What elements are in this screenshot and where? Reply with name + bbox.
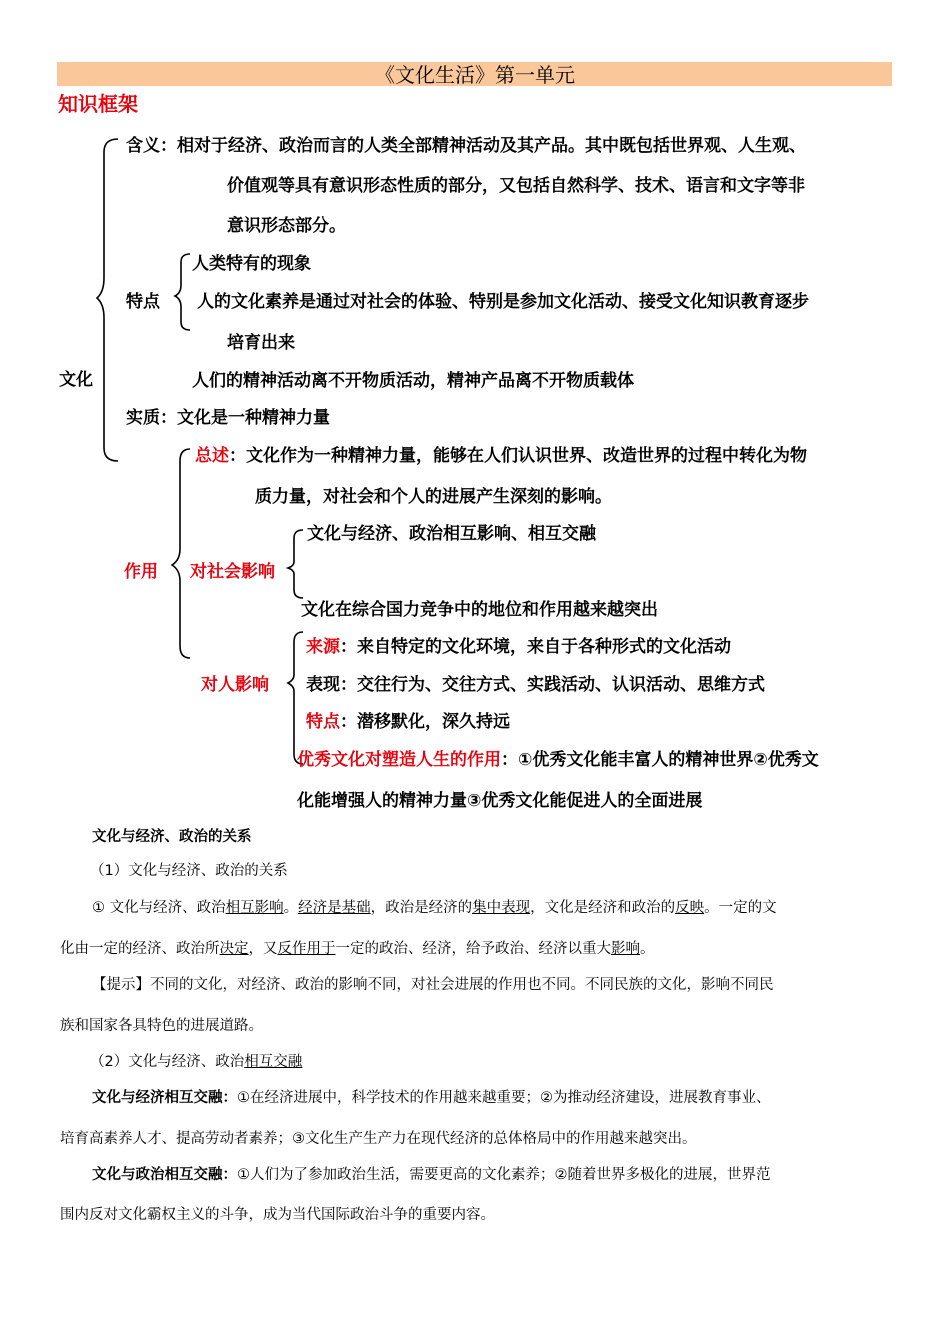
excellent-label: 优秀文化对塑造人生的作用	[297, 750, 501, 770]
trait-line: 特点：潜移默化，深久持远	[306, 712, 510, 732]
overview-line-2: 质力量，对社会和个人的进展产生深刻的影响。	[255, 487, 612, 507]
society-item-1: 文化与经济、政治相互影响、相互交融	[307, 524, 596, 544]
page-title: 《文化生活》第一单元	[375, 63, 575, 87]
meaning-line-3: 意识形态部分。	[227, 216, 346, 236]
relation-p1-line2: 化由一定的经济、政治所决定，又反作用于一定的政治、经济，给予政治、经济以重大影响。	[60, 941, 655, 957]
relation-sub2: （2）文化与经济、政治相互交融	[90, 1054, 303, 1070]
meaning-line-2: 价值观等具有意识形态性质的部分，又包括自然科学、技术、语言和文字等非	[227, 176, 805, 196]
person-label: 对人影响	[201, 675, 269, 695]
tip-label: 【提示】	[92, 977, 150, 993]
excellent-line-2: 化能增强人的精神力量③优秀文化能促进人的全面进展	[297, 791, 703, 811]
relation-p1-line1: ① 文化与经济、政治相互影响。经济是基础，政治是经济的集中表现，文化是经济和政治的反映。一定的文	[92, 900, 777, 916]
econ-line2: 培育高素养人才、提高劳动者素养；③文化生产生产力在现代经济的总体格局中的作用越来越突出。	[60, 1131, 697, 1147]
overview-label: 总述	[195, 446, 229, 466]
pol-label: 文化与政治相互交融：	[92, 1167, 237, 1183]
pol-line2: 围内反对文化霸权主义的斗争，成为当代国际政治斗争的重要内容。	[60, 1207, 495, 1223]
feature-item-2: 人的文化素养是通过对社会的体验、特别是参加文化活动、接受文化知识教育逐步	[197, 292, 809, 312]
feature-item-2-cont: 培育出来	[227, 333, 295, 353]
source-line: 来源：来自特定的文化环境，来自于各种形式的文化活动	[306, 637, 731, 657]
society-label: 对社会影响	[190, 562, 275, 582]
pol-line1: 文化与政治相互交融：①人们为了参加政治生活，需要更高的文化素养；②随着世界多极化的进展，世界范	[92, 1167, 771, 1183]
source-label: 来源	[306, 637, 340, 657]
relation-sub1: （1）文化与经济、政治的关系	[90, 863, 288, 879]
feature-item-3: 人们的精神活动离不开物质活动，精神产品离不开物质载体	[192, 371, 634, 391]
excellent-line-1: 优秀文化对塑造人生的作用：①优秀文化能丰富人的精神世界②优秀文	[297, 750, 819, 770]
econ-line1: 文化与经济相互交融：①在经济进展中，科学技术的作用越来越重要；②为推动经济建设，进展教育事业、	[92, 1090, 771, 1106]
society-item-2: 文化在综合国力竞争中的地位和作用越来越突出	[301, 600, 658, 620]
tip-line2: 族和国家各具特色的进展道路。	[60, 1018, 263, 1034]
overview-line-1: 总述：文化作为一种精神力量，能够在人们认识世界、改造世界的过程中转化为物	[195, 446, 807, 466]
root-label: 文化	[59, 370, 93, 390]
meaning-line-1: 含义：相对于经济、政治而言的人类全部精神活动及其产品。其中既包括世界观、人生观、	[126, 136, 806, 156]
tip-line1: 【提示】不同的文化，对经济、政治的影响不同，对社会进展的作用也不同。不同民族的文化，影响不同民	[92, 977, 774, 993]
section-label: 知识框架	[58, 92, 138, 116]
essence-line: 实质：文化是一种精神力量	[126, 408, 330, 428]
role-label: 作用	[124, 562, 158, 582]
manifest-line: 表现：交往行为、交往方式、实践活动、认识活动、思维方式	[306, 675, 765, 695]
trait-label: 特点	[306, 712, 340, 732]
feature-item-1: 人类特有的现象	[192, 254, 311, 274]
feature-label: 特点	[126, 292, 160, 312]
econ-label: 文化与经济相互交融：	[92, 1090, 237, 1106]
relation-heading: 文化与经济、政治的关系	[92, 829, 252, 845]
